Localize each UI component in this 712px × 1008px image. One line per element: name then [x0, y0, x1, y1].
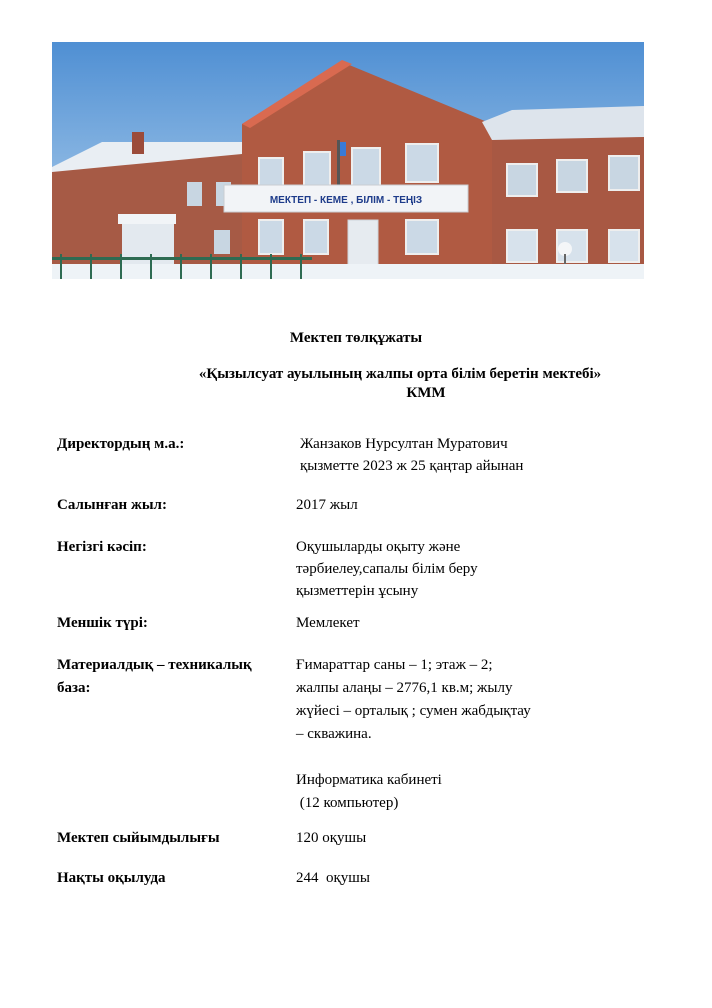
sign-text: МЕКТЕП - КЕМЕ , БІЛІМ - ТЕҢІЗ [269, 195, 423, 206]
ownership-label: Меншік түрі: [57, 615, 148, 631]
enrollment-value: 244 оқушы [296, 870, 370, 886]
capacity-label: Мектеп сыйымдылығы [57, 830, 220, 846]
material-base-label: Материалдық – техникалық база: [57, 657, 252, 696]
main-activity-value: Оқушыларды оқыту және тәрбиелеу,сапалы білім беру қызметтерін ұсыну [296, 539, 478, 599]
material-base-value: Ғимараттар саны – 1; этаж – 2; жалпы алаңы – 2776,1 кв.м; жылу жүйесі – орталық ; сумен жабдықтау – скважина. Информатика кабинеті (12 компьютер) [296, 657, 531, 811]
ownership-value: Мемлекет [296, 615, 360, 631]
organization-type: КММ [406, 385, 446, 401]
built-year-value: 2017 жыл [296, 497, 358, 513]
enrollment-label: Нақты оқылуда [57, 870, 166, 886]
capacity-value: 120 оқушы [296, 830, 367, 846]
director-label: Директордың м.а.: [57, 436, 185, 452]
passport-title: Мектеп төлқұжаты [289, 330, 423, 346]
school-building-photo [52, 42, 644, 279]
director-value: Жанзаков Нурсултан Муратович қызметте 2023 ж 25 қаңтар айынан [300, 436, 524, 474]
built-year-label: Салынған жыл: [57, 497, 167, 513]
main-activity-label: Негізгі кәсіп: [57, 539, 147, 555]
organization-name: «Қызылсуат ауылының жалпы орта білім беретін мектебі» [198, 366, 602, 382]
